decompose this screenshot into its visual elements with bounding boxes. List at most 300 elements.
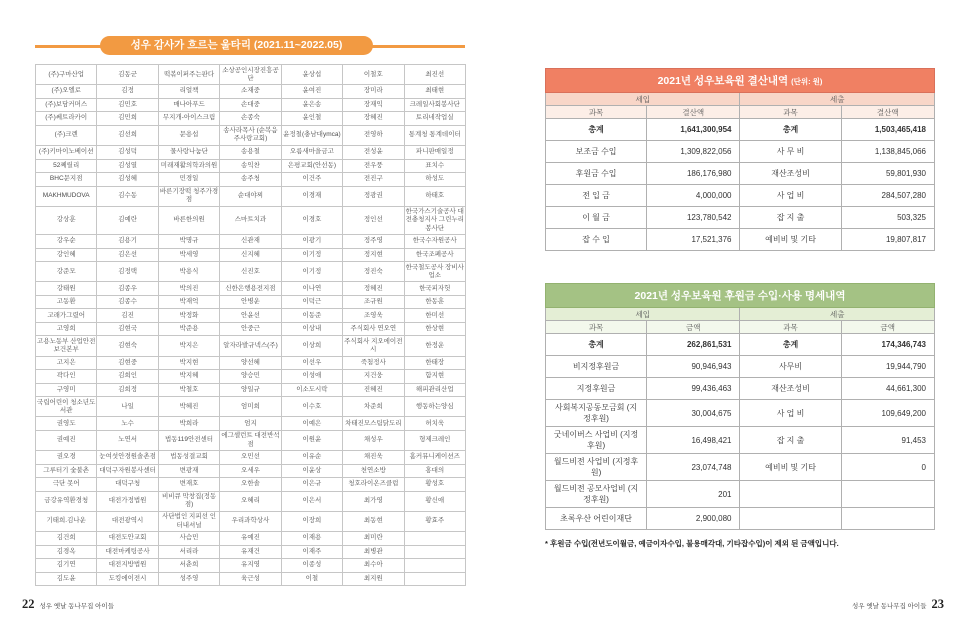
page-number: 23 xyxy=(931,597,944,611)
table-cell: 김종수 xyxy=(97,295,158,309)
table-cell: 엄지 xyxy=(220,417,281,431)
table-cell: 총계 xyxy=(546,119,647,141)
table-cell: 사회복지공동모금회 (지정후원) xyxy=(546,400,647,427)
table-row xyxy=(36,112,466,126)
table-cell: 최지원 xyxy=(343,572,404,586)
table-cell: (주)쎄트라카이 xyxy=(36,112,97,126)
table-row xyxy=(546,508,935,530)
table-cell: 신한은행용전지점 xyxy=(220,282,281,296)
table-cell: 장재익 xyxy=(343,98,404,112)
table-cell: 김동군 xyxy=(97,65,158,85)
table-row xyxy=(546,185,935,207)
table-row xyxy=(36,336,466,356)
table-cell: 함지현 xyxy=(404,370,465,384)
table-cell: 리얼책 xyxy=(158,85,219,99)
table-cell: 굿네이버스 사업비 (지정후원) xyxy=(546,427,647,454)
table-cell: 윤인철 xyxy=(281,112,342,126)
table-cell: 차준희 xyxy=(343,397,404,417)
table-cell: 극단 못어 xyxy=(36,478,97,492)
table-cell: 1,309,822,056 xyxy=(647,141,740,163)
table-cell: 최수아 xyxy=(343,559,404,573)
table-cell: 고래가그렸어 xyxy=(36,309,97,323)
table-cell: 한태장 xyxy=(404,356,465,370)
table-row xyxy=(36,282,466,296)
page-number: 22 xyxy=(22,597,35,611)
table-cell: 양일규 xyxy=(220,383,281,397)
table-cell: 문용섭 xyxy=(158,125,219,145)
table-cell: 권영도 xyxy=(36,417,97,431)
table-cell: 예비비 및 기타 xyxy=(740,229,841,251)
table-cell: 정광권 xyxy=(343,186,404,206)
table-cell: 떡볶이퍼주는판다 xyxy=(158,65,219,85)
table-cell: 최진선 xyxy=(404,65,465,85)
table-cell: 박세영 xyxy=(158,248,219,262)
table-cell: 조영욱 xyxy=(343,309,404,323)
donation-group-row xyxy=(546,308,935,321)
table-cell: 장혜진 xyxy=(343,112,404,126)
table-cell: (주)키마이노베이션 xyxy=(36,146,97,160)
table-cell: 이상희 xyxy=(281,336,342,356)
table-cell: 재산조성비 xyxy=(740,163,841,185)
table-cell: 정주영 xyxy=(343,235,404,249)
table-cell: 강준모 xyxy=(36,262,97,282)
table-cell: 신관재 xyxy=(220,235,281,249)
table-cell: (주)보담커머스 xyxy=(36,98,97,112)
table-cell: 김성덕 xyxy=(97,146,158,160)
table-cell: 진혜진 xyxy=(343,383,404,397)
group-revenue: 세입 xyxy=(546,93,740,106)
table-cell: 차태진모스팀닭도리 xyxy=(343,417,404,431)
table-cell: 유예진 xyxy=(220,532,281,546)
table-cell: 송주청 xyxy=(220,173,281,187)
table-cell: 청호라이온즈클럽 xyxy=(343,478,404,492)
table-cell: 전영하 xyxy=(343,125,404,145)
table-cell: 구영미 xyxy=(36,383,97,397)
table-cell: 김정 xyxy=(97,85,158,99)
table-cell xyxy=(841,508,934,530)
table-cell: 표치수 xyxy=(404,159,465,173)
table-cell: (주)크렌 xyxy=(36,125,97,145)
table-cell: 법동성결교회 xyxy=(158,451,219,465)
table-cell: 유재건 xyxy=(220,545,281,559)
table-cell: 월드비전 공모사업비 (지정후원) xyxy=(546,481,647,508)
table-cell: 서춘희 xyxy=(158,559,219,573)
table-cell: 박명규 xyxy=(158,235,219,249)
table-cell: 박의진 xyxy=(158,282,219,296)
table-cell: 박철호 xyxy=(158,383,219,397)
table-cell: 안윤선 xyxy=(220,309,281,323)
table-cell: 매나아푸드 xyxy=(158,98,219,112)
table-row xyxy=(546,454,935,481)
table-cell: 이소도시락 xyxy=(281,383,342,397)
table-cell: 사 업 비 xyxy=(740,400,841,427)
donation-detail-table xyxy=(545,283,935,530)
table-cell: 이상내 xyxy=(281,322,342,336)
settlement-table-body xyxy=(546,119,935,251)
table-cell: 김용기 xyxy=(97,235,158,249)
table-cell: 고지은 xyxy=(36,356,97,370)
table-row xyxy=(36,491,466,511)
table-cell xyxy=(404,572,465,586)
table-row xyxy=(36,356,466,370)
table-cell: 284,507,280 xyxy=(841,185,934,207)
table-cell: 박준용 xyxy=(158,322,219,336)
page-footer-right xyxy=(852,597,944,612)
table-cell: 윤은송 xyxy=(281,98,342,112)
table-cell xyxy=(740,508,841,530)
table-row xyxy=(36,173,466,187)
table-cell: 이광기 xyxy=(281,235,342,249)
table-cell: 이수호 xyxy=(281,397,342,417)
table-cell: 강우순 xyxy=(36,235,97,249)
table-cell: 오름새마을금고 xyxy=(281,146,342,160)
table-cell: 30,004,675 xyxy=(647,400,740,427)
table-cell: 전 입 금 xyxy=(546,185,647,207)
footer-text: 성우 옛날 동나무집 아이들 xyxy=(39,603,114,610)
table-cell: 오혜리 xyxy=(220,491,281,511)
table-cell: 잡 수 입 xyxy=(546,229,647,251)
table-cell: 도킹에이전시 xyxy=(97,572,158,586)
table-row xyxy=(36,248,466,262)
table-cell xyxy=(841,481,934,508)
table-row xyxy=(36,262,466,282)
table-row xyxy=(36,430,466,450)
table-cell: 이유순 xyxy=(281,451,342,465)
donation-table-body xyxy=(546,334,935,530)
table-cell: 대전가정법원 xyxy=(97,491,158,511)
table-cell: 재산조성비 xyxy=(740,378,841,400)
settlement-column-row xyxy=(546,106,935,119)
table-cell: 천연소방 xyxy=(343,464,404,478)
table-cell: 양선혜 xyxy=(220,356,281,370)
table-cell: 홈커뮤니케이션즈 xyxy=(404,451,465,465)
table-cell: 김기연 xyxy=(36,559,97,573)
table-cell: 행동하는양심 xyxy=(404,397,465,417)
table-cell: 최미란 xyxy=(343,532,404,546)
table-cell: 김현숙 xyxy=(97,336,158,356)
table-cell: 이재용 xyxy=(281,532,342,546)
table-row xyxy=(546,229,935,251)
table-cell: 김현국 xyxy=(97,322,158,336)
settlement-table-unit: (단위: 원) xyxy=(791,77,823,86)
table-cell: 채성우 xyxy=(343,430,404,450)
table-cell: 그루터기 숯불촌 xyxy=(36,464,97,478)
col-header: 결산액 xyxy=(841,106,934,119)
table-cell: 이은서 xyxy=(281,491,342,511)
donation-footnote: * 후원금 수입(전년도이월금, 예금이자수입, 불용매각대, 기타잡수입)이 제외 된 금액입니다. xyxy=(545,539,839,548)
table-row xyxy=(546,481,935,508)
page-footer-left xyxy=(22,597,114,612)
table-row xyxy=(36,98,466,112)
table-cell: 김건희 xyxy=(36,532,97,546)
table-cell: (주)오엘로 xyxy=(36,85,97,99)
table-cell: 손대중 xyxy=(220,98,281,112)
table-cell: 양승민 xyxy=(220,370,281,384)
table-cell: 비비큐 막창집(정동점) xyxy=(158,491,219,511)
table-row xyxy=(546,334,935,356)
table-cell: 김도윤 xyxy=(36,572,97,586)
table-cell: 503,325 xyxy=(841,207,934,229)
table-row xyxy=(546,141,935,163)
table-cell: 하성도 xyxy=(404,173,465,187)
table-cell: 사단법인 지피선 인터내셔널 xyxy=(158,511,219,531)
table-cell: 109,649,200 xyxy=(841,400,934,427)
table-cell: 형제크레인 xyxy=(404,430,465,450)
table-row xyxy=(36,186,466,206)
table-cell: 이윤상 xyxy=(281,464,342,478)
table-row xyxy=(546,427,935,454)
table-cell: 법동119안전센터 xyxy=(158,430,219,450)
table-row xyxy=(36,235,466,249)
table-cell: 오한솔 xyxy=(220,478,281,492)
table-row xyxy=(36,451,466,465)
table-row xyxy=(36,397,466,417)
table-cell: 정인선 xyxy=(343,206,404,234)
col-header: 금액 xyxy=(647,321,740,334)
page-23 xyxy=(483,0,966,619)
table-cell: 23,074,748 xyxy=(647,454,740,481)
table-cell: 1,138,845,066 xyxy=(841,141,934,163)
table-cell: 17,521,376 xyxy=(647,229,740,251)
table-cell: 박희라 xyxy=(158,417,219,431)
table-row xyxy=(36,65,466,85)
table-cell: 박지은 xyxy=(158,336,219,356)
table-cell: 채진욱 xyxy=(343,451,404,465)
table-cell: 고영희 xyxy=(36,322,97,336)
table-cell: 90,946,943 xyxy=(647,356,740,378)
table-cell: 송사라목사 (순복음주사랑교회) xyxy=(220,125,281,145)
table-cell: 사 업 비 xyxy=(740,185,841,207)
table-row xyxy=(546,119,935,141)
table-row xyxy=(546,400,935,427)
settlement-group-row xyxy=(546,93,935,106)
table-cell: 김정택 xyxy=(97,262,158,282)
col-header: 과목 xyxy=(546,321,647,334)
table-row xyxy=(36,532,466,546)
table-row xyxy=(36,417,466,431)
table-cell: 김경옥 xyxy=(36,545,97,559)
group-revenue: 세입 xyxy=(546,308,740,321)
table-row xyxy=(546,207,935,229)
donation-column-row xyxy=(546,321,935,334)
table-cell: 이예은 xyxy=(281,417,342,431)
table-cell: 262,861,531 xyxy=(647,334,740,356)
table-cell: 변광재 xyxy=(158,464,219,478)
table-cell: 최병관 xyxy=(343,545,404,559)
table-cell: 우리과학상사 xyxy=(220,511,281,531)
table-row xyxy=(36,559,466,573)
table-cell: 이덕근 xyxy=(281,295,342,309)
table-cell: 사무비 xyxy=(740,356,841,378)
table-cell: 91,453 xyxy=(841,427,934,454)
table-cell: 김민희 xyxy=(97,112,158,126)
table-row xyxy=(36,478,466,492)
table-cell: 대전지방법원 xyxy=(97,559,158,573)
table-cell xyxy=(740,481,841,508)
table-cell: 기태희.김나운 xyxy=(36,511,97,531)
table-cell: 박지혜 xyxy=(158,370,219,384)
table-cell: 신진호 xyxy=(220,262,281,282)
table-cell: 지정후원금 xyxy=(546,378,647,400)
table-cell: 지건웅 xyxy=(343,370,404,384)
table-cell: 손종숙 xyxy=(220,112,281,126)
table-row xyxy=(36,572,466,586)
donation-table-header xyxy=(546,284,935,308)
table-cell: 이장희 xyxy=(281,511,342,531)
table-cell: 박지현 xyxy=(158,356,219,370)
settlement-table xyxy=(545,68,935,251)
table-cell: 59,801,930 xyxy=(841,163,934,185)
table-row xyxy=(546,356,935,378)
table-cell: 대덕구청 xyxy=(97,478,158,492)
table-cell: 장미라 xyxy=(343,85,404,99)
table-cell: 허치욱 xyxy=(404,417,465,431)
table-cell: 물사랑나눔단 xyxy=(158,146,219,160)
table-cell: 김희정 xyxy=(97,383,158,397)
table-cell: 무지개-아이스크림 xyxy=(158,112,219,126)
table-cell: 19,944,790 xyxy=(841,356,934,378)
table-cell: 초록우산 어린이재단 xyxy=(546,508,647,530)
table-cell: 최가영 xyxy=(343,491,404,511)
table-cell: 엄미희 xyxy=(220,397,281,417)
table-cell: (주)구마산업 xyxy=(36,65,97,85)
table-cell: 잡 지 출 xyxy=(740,427,841,454)
table-cell: 박정화 xyxy=(158,309,219,323)
table-row xyxy=(36,383,466,397)
settlement-table-title: 2021년 성우보육원 결산내역 xyxy=(657,75,789,87)
table-row xyxy=(36,146,466,160)
footer-text: 성우 옛날 동나무집 아이들 xyxy=(852,603,927,610)
table-cell: 크레일사회봉사단 xyxy=(404,98,465,112)
table-cell: 죽첨정사 xyxy=(343,356,404,370)
table-cell: 전진구 xyxy=(343,173,404,187)
table-cell: 19,807,817 xyxy=(841,229,934,251)
col-header: 과목 xyxy=(740,106,841,119)
group-expense: 세출 xyxy=(740,93,935,106)
table-cell: 이원윤 xyxy=(281,430,342,450)
table-cell: 이나연 xyxy=(281,282,342,296)
table-cell: 이경호 xyxy=(281,206,342,234)
table-cell: 대덕구자원봉사센터 xyxy=(97,464,158,478)
table-cell: BHC문지점 xyxy=(36,173,97,187)
table-row xyxy=(36,159,466,173)
group-expense: 세출 xyxy=(740,308,935,321)
table-cell: 박혜진 xyxy=(158,397,219,417)
table-cell: 윤여진 xyxy=(281,85,342,99)
table-cell: 소상공인시장진흥공단 xyxy=(220,65,281,85)
table-cell: 토리네작업실 xyxy=(404,112,465,126)
table-cell: 대전마케팅공사 xyxy=(97,545,158,559)
donor-table-body xyxy=(36,65,466,586)
table-cell: 윤상섭 xyxy=(281,65,342,85)
table-cell: 이종성 xyxy=(281,559,342,573)
table-cell: 김성혜 xyxy=(97,173,158,187)
col-header: 과목 xyxy=(546,106,647,119)
table-cell: 금강유역환경청 xyxy=(36,491,97,511)
table-cell: 최동현 xyxy=(343,511,404,531)
col-header: 과목 xyxy=(740,321,841,334)
table-row xyxy=(36,545,466,559)
table-cell: 강인혜 xyxy=(36,248,97,262)
table-row xyxy=(36,85,466,99)
table-cell: 김희인 xyxy=(97,370,158,384)
table-cell: 201 xyxy=(647,481,740,508)
table-cell: 박용식 xyxy=(158,262,219,282)
table-cell: 총계 xyxy=(546,334,647,356)
table-cell: 바른한의원 xyxy=(158,206,219,234)
table-cell: 성주영 xyxy=(158,572,219,586)
table-cell xyxy=(404,532,465,546)
table-cell: 한상현 xyxy=(404,322,465,336)
table-cell: 김선희 xyxy=(97,125,158,145)
table-cell: 김수동 xyxy=(97,186,158,206)
table-cell: 0 xyxy=(841,454,934,481)
table-cell: 박재억 xyxy=(158,295,219,309)
table-cell: 한국수자원공사 xyxy=(404,235,465,249)
table-cell: 이경재 xyxy=(281,186,342,206)
donation-table-title: 2021년 성우보육원 후원금 수입·사용 명세내역 xyxy=(634,290,846,302)
donor-table xyxy=(35,64,466,586)
table-cell: 대전광역시 xyxy=(97,511,158,531)
table-cell: 174,346,743 xyxy=(841,334,934,356)
table-cell: 주식회사 지오에이전시 xyxy=(343,336,404,356)
table-cell: 44,661,300 xyxy=(841,378,934,400)
table-cell: 송익찬 xyxy=(220,159,281,173)
table-cell: 한동훈 xyxy=(404,295,465,309)
col-header: 결산액 xyxy=(647,106,740,119)
table-cell: 순대야찌 xyxy=(220,186,281,206)
table-cell: 육근성 xyxy=(220,572,281,586)
table-cell: 정진숙 xyxy=(343,262,404,282)
table-cell: 이건주 xyxy=(281,173,342,187)
table-cell: 에그셀런트 대전반석점 xyxy=(220,430,281,450)
table-cell: 한국조폐공사 xyxy=(404,248,465,262)
table-row xyxy=(36,206,466,234)
table-cell xyxy=(404,545,465,559)
table-cell xyxy=(404,559,465,573)
table-cell: 강상훈 xyxy=(36,206,97,234)
table-cell: 총계 xyxy=(740,334,841,356)
table-cell: 통계청 통계데이터 xyxy=(404,125,465,145)
table-cell: 1,641,300,954 xyxy=(647,119,740,141)
table-cell: 이성애 xyxy=(281,370,342,384)
table-cell: 안병운 xyxy=(220,295,281,309)
table-cell: 서리라 xyxy=(158,545,219,559)
table-cell: 노수 xyxy=(97,417,158,431)
table-cell: 윤정철(충남대ymca) xyxy=(281,125,342,145)
table-cell: 한국철도공사 장비사업소 xyxy=(404,262,465,282)
table-cell: 국립어린이 청소년도서관 xyxy=(36,397,97,417)
table-cell: 유지영 xyxy=(220,559,281,573)
table-cell: 미래재활의학과의원 xyxy=(158,159,219,173)
table-row xyxy=(36,370,466,384)
table-cell: 2,900,080 xyxy=(647,508,740,530)
table-cell: 후원금 수입 xyxy=(546,163,647,185)
table-cell: 186,176,980 xyxy=(647,163,740,185)
table-cell: MAKHMUDOVA xyxy=(36,186,97,206)
table-cell: 이동준 xyxy=(281,309,342,323)
table-cell: 4,000,000 xyxy=(647,185,740,207)
table-cell: 민경일 xyxy=(158,173,219,187)
table-cell: 오민선 xyxy=(220,451,281,465)
table-cell: 1,503,465,418 xyxy=(841,119,934,141)
table-cell: 이재주 xyxy=(281,545,342,559)
table-cell: 보조금 수입 xyxy=(546,141,647,163)
table-cell: 이기정 xyxy=(281,248,342,262)
table-cell: 황효주 xyxy=(404,511,465,531)
table-cell: 52쩨릴리 xyxy=(36,159,97,173)
table-cell: 송용철 xyxy=(220,146,281,160)
